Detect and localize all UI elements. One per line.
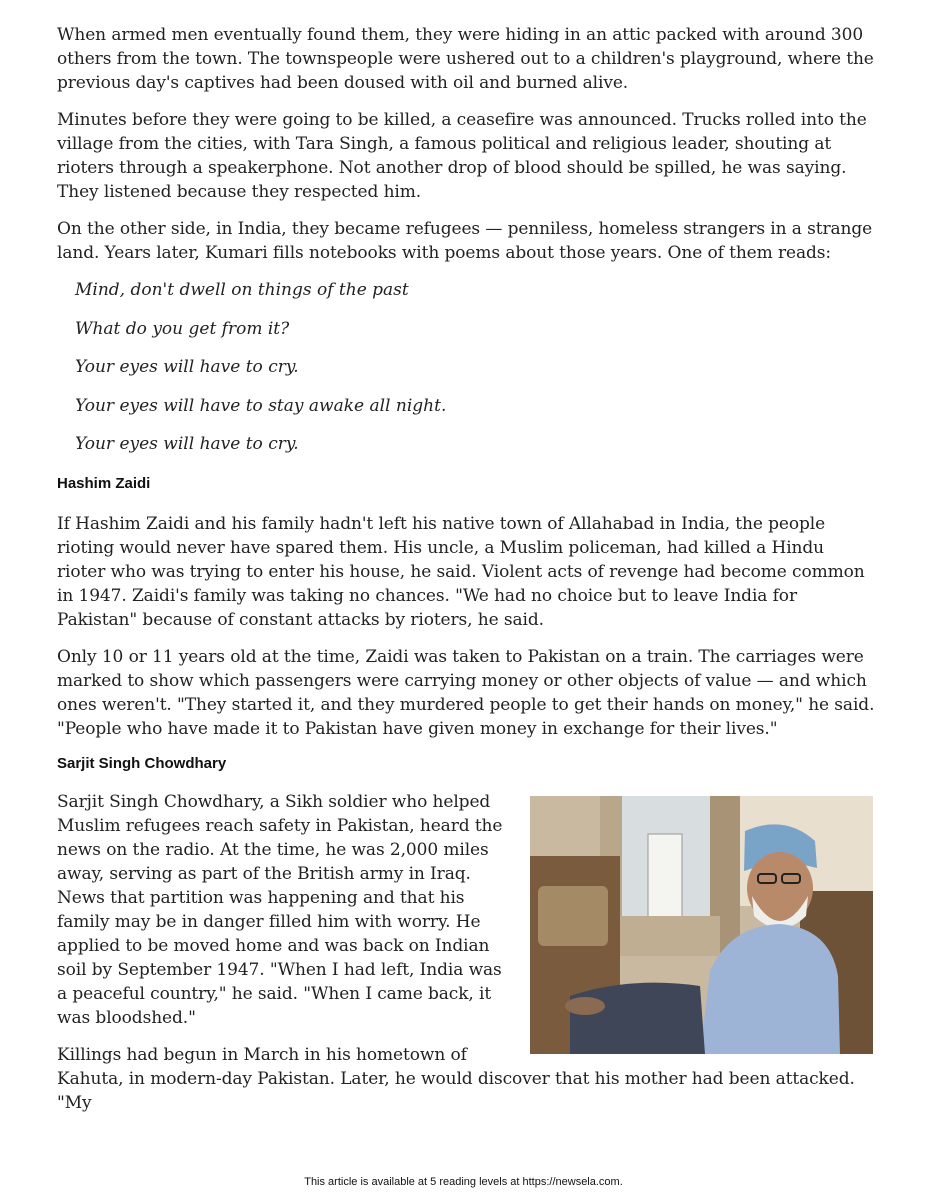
paragraph: Only 10 or 11 years old at the time, Zaidi was taken to Pakistan on a train. The carriages were marked to show which passengers were carrying money or other objects of value — and which ones weren't. "They started it, and they murdered people to get their hands on money," he said. "People who have made it to Pakistan have given money in exchange for their lives." (57, 647, 875, 739)
photo-illustration (530, 796, 873, 1054)
portrait-photo (530, 796, 873, 1054)
poem-line: Mind, don't dwell on things of the past (75, 280, 409, 300)
section-heading-chowdhary: Sarjit Singh Chowdhary (57, 755, 227, 772)
poem-line: What do you get from it? (75, 318, 290, 339)
poem-line: Your eyes will have to cry. (75, 357, 299, 377)
paragraph: When armed men eventually found them, they were hiding in an attic packed with around 300 others from the town. The townspeople were ushered out to a children's playground, where the previous day's captives had been doused with oil and burned alive. (57, 25, 874, 93)
footer-note: This article is available at 5 reading levels at https://newsela.com. (304, 1176, 623, 1188)
poem (75, 278, 877, 456)
paragraph: If Hashim Zaidi and his family hadn't left his native town of Allahabad in India, the people rioting would never have spared them. His uncle, a Muslim policeman, had killed a Hindu rioter who was trying to enter his house, he said. Violent acts of revenge had become common in 1947. Zaidi's family was taking no chances. "We had no choice but to leave India for Pakistan" because of constant attacks by rioters, he said. (57, 514, 865, 630)
paragraph: Sarjit Singh Chowdhary, a Sikh soldier who helped Muslim refugees reach safety in Pakistan, heard the news on the radio. At the time, he was 2,000 miles away, serving as part of the British army in Iraq. News that partition was happening and that his family may be in danger filled him with worry. He applied to be moved home and was back on Indian soil by September 1947. "When I had left, India was a peaceful country," he said. "When I came back, it was bloodshed." (57, 792, 503, 1028)
section-heading-zaidi: Hashim Zaidi (57, 475, 151, 492)
paragraph: On the other side, in India, they became refugees — penniless, homeless strangers in a strange land. Years later, Kumari fills notebooks with poems about those years. One of them reads: (57, 219, 873, 263)
article-body (57, 23, 877, 1128)
paragraph: Minutes before they were going to be killed, a ceasefire was announced. Trucks rolled into the village from the cities, with Tara Singh, a famous political and religious leader, shouting at rioters through a speakerphone. Not another drop of blood should be spilled, he was saying. They listened because they respected him. (57, 110, 867, 202)
poem-line: Your eyes will have to stay awake all night. (75, 395, 447, 416)
paragraph: Killings had begun in March in his hometown of Kahuta, in modern-day Pakistan. Later, he would discover that his mother had been attacked. "My (57, 1045, 855, 1113)
poem-line: Your eyes will have to cry. (75, 434, 299, 454)
